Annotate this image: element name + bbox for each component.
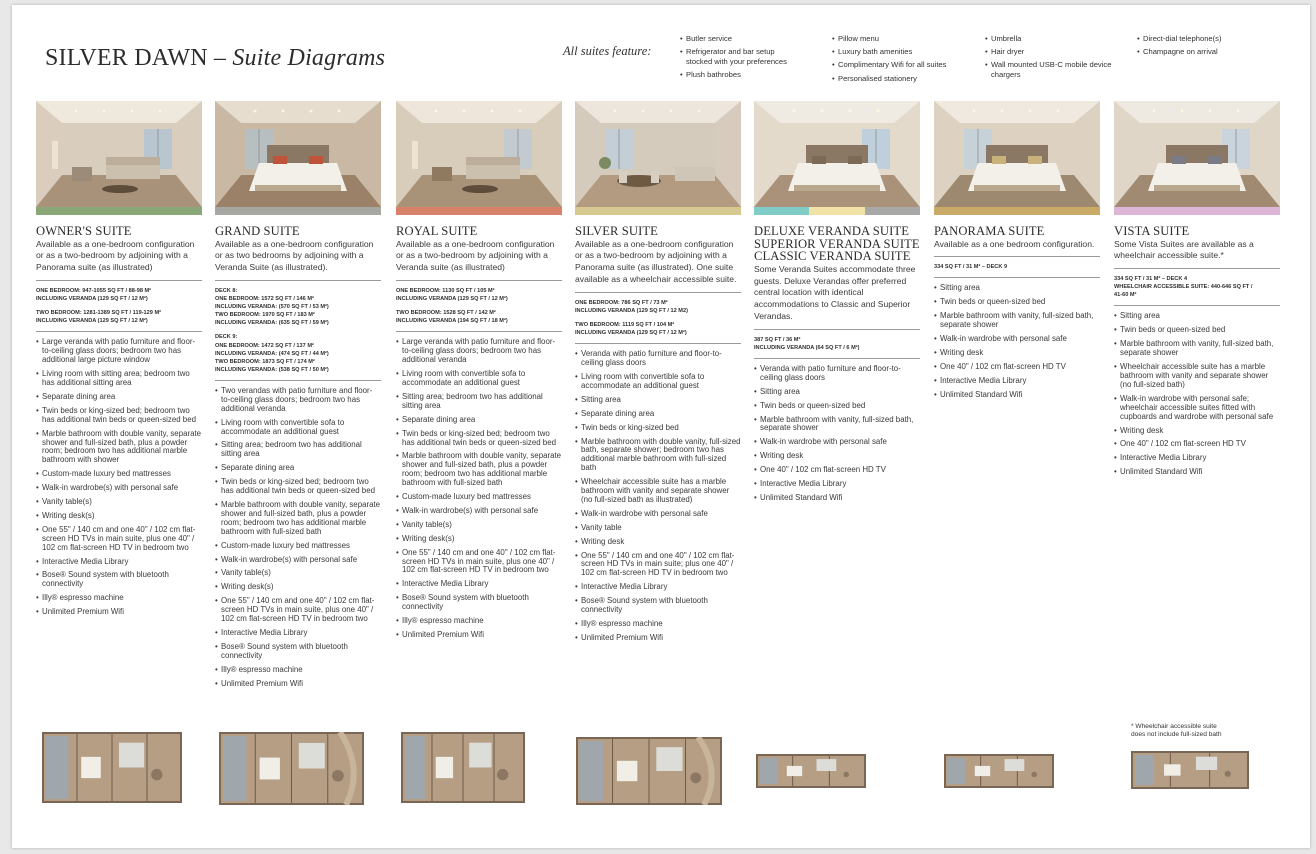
amenity-item: • Marble bathroom with vanity, full-sized bath, separate shower xyxy=(1114,340,1280,358)
amenity-item: • Unlimited Standard Wifi xyxy=(934,391,1100,400)
amenity-item: • Walk-in wardrobe(s) with personal safe xyxy=(215,556,381,565)
amenity-item: • Twin beds or queen-sized bed xyxy=(754,402,920,411)
spec-line: ONE BEDROOM: 1472 SQ FT / 137 M² xyxy=(215,342,314,349)
panorama-suite-photo xyxy=(934,101,1100,207)
amenity-item: • Wheelchair accessible suite has a marble bathroom with vanity and separate shower (no full-sized bath as illustrated) xyxy=(575,478,741,505)
spec-line: INCLUDING VERANDA (129 SQ FT / 12 M2) xyxy=(575,307,688,314)
amenity-item: • Writing desk(s) xyxy=(215,583,381,592)
amenity-item: • Separate dining area xyxy=(36,393,202,402)
category-color-strip xyxy=(396,207,562,215)
amenity-item: • Wheelchair accessible suite has a marble bathroom with vanity and separate shower (no full-sized bath) xyxy=(1114,363,1280,390)
divider xyxy=(396,280,562,281)
amenity-item: • Twin beds or king-sized bed; bedroom two has additional twin beds or queen-sized bed xyxy=(215,478,381,496)
amenity-item: • Writing desk xyxy=(1114,427,1280,436)
amenity-item: • Sitting area; bedroom two has additional sitting area xyxy=(215,441,381,459)
suite-description: Available as a one bedroom configuration. xyxy=(934,238,1095,249)
features-column-2 xyxy=(832,34,972,87)
amenity-item: • Marble bathroom with double vanity, separate shower and full-sized bath, plus a powder room; bedroom two has additional marble bathroom with full-sized bath xyxy=(396,452,562,488)
category-color-strip xyxy=(36,207,202,215)
divider xyxy=(1114,305,1280,306)
brochure-page xyxy=(12,5,1310,848)
amenities-list xyxy=(1114,312,1280,477)
royal-suite-column xyxy=(396,101,562,801)
amenities-list xyxy=(575,350,741,643)
amenity-item: • Living room with convertible sofa to accommodate an additional guest xyxy=(575,373,741,391)
suite-specs xyxy=(1114,275,1280,299)
page-title: SILVER DAWN – Suite Diagrams xyxy=(45,45,386,71)
amenity-item: • Vanity table(s) xyxy=(36,498,202,507)
suite-specs xyxy=(754,336,920,352)
amenity-item: • Sitting area xyxy=(934,284,1100,293)
features-column-1 xyxy=(680,34,798,83)
spec-line: TWO BEDROOM: 1528 SQ FT / 142 M² xyxy=(396,310,496,317)
amenity-item: • Custom-made luxury bed mattresses xyxy=(215,542,381,551)
amenity-item: • Marble bathroom with double vanity, full-sized bath, separate shower; bedroom two has additional marble bathroom with full-sized bath xyxy=(575,438,741,474)
amenity-item: • Vanity table xyxy=(575,524,741,533)
suite-description: Some Veranda Suites accommodate three guests. Deluxe Verandas offer preferred central location with identical accommodations to Classic and Superior Verandas. xyxy=(754,263,916,321)
amenity-item: • Unlimited Standard Wifi xyxy=(754,494,920,503)
panorama-suite-floor-plan xyxy=(944,754,1054,793)
spec-line: DECK 8: xyxy=(215,287,238,294)
silver-suite-column xyxy=(575,101,741,801)
spec-line: TWO BEDROOM: 1970 SQ FT / 183 M² xyxy=(215,312,315,319)
amenity-item: • One 55" / 140 cm and one 40" / 102 cm flat-screen HD TVs in main suite, plus one 40" / 102 cm flat-screen HD TV in bedroom two xyxy=(215,597,381,624)
amenity-item: • Large veranda with patio furniture and floor-to-ceiling glass doors; bedroom two has additional large picture window xyxy=(36,338,202,365)
amenity-item: • Walk-in wardrobe(s) with personal safe xyxy=(396,507,562,516)
vista-suite-photo xyxy=(1114,101,1280,207)
amenity-item: • Walk-in wardrobe with personal safe xyxy=(575,510,741,519)
divider xyxy=(934,277,1100,278)
amenity-item: • Two verandas with patio furniture and floor-to-ceiling glass doors; bedroom two has additional veranda xyxy=(215,387,381,414)
category-color-strip xyxy=(934,207,1100,215)
amenity-item: • Large veranda with patio furniture and floor-to-ceiling glass doors; bedroom two has additional veranda xyxy=(396,338,562,365)
spec-line: INCLUDING VERANDA (129 SQ FT / 12 M²) xyxy=(575,330,687,337)
feature-item: • Pillow menu xyxy=(832,34,972,44)
divider xyxy=(215,280,381,281)
spec-line: INCLUDING VERANDA (64 SQ FT / 6 M²) xyxy=(754,344,860,351)
spec-line: ONE BEDROOM: 1130 SQ FT / 105 M² xyxy=(396,287,495,294)
vista-suite-column xyxy=(1114,101,1280,801)
amenity-item: • Interactive Media Library xyxy=(1114,454,1280,463)
features-column-4 xyxy=(1137,34,1277,60)
amenity-item: • Bose® Sound system with bluetooth connectivity xyxy=(575,597,741,615)
amenity-item: • Writing desk xyxy=(934,349,1100,358)
amenities-list xyxy=(754,365,920,503)
spec-line: INCLUDING VERANDA (194 SQ FT / 18 M²) xyxy=(396,318,508,325)
suite-name: SILVER SUITE xyxy=(575,224,658,238)
suite-description: Available as a one-bedroom configuration or as a two-bedroom by adjoining with a Veranda suite (as illustrated) xyxy=(396,238,555,273)
vista-suite-floor-plan xyxy=(1131,751,1249,794)
amenity-item: • Walk-in wardrobe with personal safe; wheelchair accessible suites fitted with cupboards and wardrobe with personal safe xyxy=(1114,395,1280,422)
amenity-item: • Writing desk(s) xyxy=(396,535,562,544)
amenity-item: • Twin beds or king-sized bed xyxy=(575,424,741,433)
feature-item: • Personalised stationery xyxy=(832,74,972,84)
amenity-item: • Interactive Media Library xyxy=(575,583,741,592)
category-color-strip xyxy=(215,207,381,215)
amenity-item: • Walk-in wardrobe with personal safe xyxy=(754,438,920,447)
amenity-item: • Interactive Media Library xyxy=(934,377,1100,386)
owners-suite-column xyxy=(36,101,202,801)
grand-suite-photo xyxy=(215,101,381,207)
feature-item: • Butler service xyxy=(680,34,798,44)
divider xyxy=(396,331,562,332)
amenity-item: • One 55" / 140 cm and one 40" / 102 cm flat-screen HD TVs in main suite; plus one 40" / 102 cm flat-screen HD TV in bedroom two xyxy=(575,552,741,579)
suite-description: Some Vista Suites are available as a wheelchair accessible suite.* xyxy=(1114,238,1254,261)
amenity-item: • Living room with convertible sofa to accommodate an additional guest xyxy=(215,419,381,437)
divider xyxy=(575,292,741,293)
suite-name: GRAND SUITE xyxy=(215,224,300,238)
suite-description: Available as a one-bedroom configuration or as a two-bedroom by adjoining with a Panorama suite (as illustrated). One suite available as a wheelchair accessible suite. xyxy=(575,238,737,284)
amenity-item: • Unlimited Premium Wifi xyxy=(575,634,741,643)
feature-item: • Plush bathrobes xyxy=(680,70,798,80)
suite-specs xyxy=(396,287,562,325)
spec-line: 334 SQ FT / 31 M² – DECK 4 xyxy=(1114,276,1188,283)
amenity-item: • Marble bathroom with double vanity, separate shower and full-sized bath, plus a powder room; bedroom two has additional marble bathroom with full-sized bath xyxy=(215,501,381,537)
spec-line: TWO BEDROOM: 1119 SQ FT / 104 M² xyxy=(575,321,675,328)
divider xyxy=(575,343,741,344)
amenity-item: • Interactive Media Library xyxy=(36,558,202,567)
amenity-item: • Living room with convertible sofa to accommodate an additional guest xyxy=(396,370,562,388)
amenity-item: • One 40" / 102 cm flat-screen HD TV xyxy=(754,466,920,475)
panorama-suite-column xyxy=(934,101,1100,801)
feature-item: • Complimentary Wifi for all suites xyxy=(832,60,972,70)
divider xyxy=(934,256,1100,257)
suite-description: Available as a one-bedroom configuration or as two bedrooms by adjoining with a Veranda Suite (as illustrated). xyxy=(215,238,374,273)
category-color-strip xyxy=(754,207,920,215)
amenity-item: • Interactive Media Library xyxy=(754,480,920,489)
amenity-item: • Custom-made luxury bed mattresses xyxy=(36,470,202,479)
amenity-item: • Bose® Sound system with bluetooth connectivity xyxy=(36,571,202,589)
amenity-item: • Custom-made luxury bed mattresses xyxy=(396,493,562,502)
grand-suite-column xyxy=(215,101,381,801)
feature-item: • Champagne on arrival xyxy=(1137,47,1277,57)
suite-specs xyxy=(934,263,1100,271)
amenity-item: • Vanity table(s) xyxy=(215,569,381,578)
suite-specs xyxy=(575,299,741,337)
amenity-item: • Interactive Media Library xyxy=(396,580,562,589)
amenity-item: • Twin beds or queen-sized bed xyxy=(1114,326,1280,335)
divider xyxy=(36,331,202,332)
amenity-item: • Sitting area xyxy=(1114,312,1280,321)
amenity-item: • Bose® Sound system with bluetooth connectivity xyxy=(215,643,381,661)
amenities-list xyxy=(934,284,1100,399)
feature-item: • Luxury bath amenities xyxy=(832,47,972,57)
features-label: All suites feature: xyxy=(563,44,652,58)
amenity-item: • Veranda with patio furniture and floor-to-ceiling glass doors xyxy=(575,350,741,368)
amenity-item: • Separate dining area xyxy=(575,410,741,419)
suite-description: Available as a one-bedroom configuration or as a two-bedroom by adjoining with a Panorama suite (as illustrated) xyxy=(36,238,195,273)
divider xyxy=(36,280,202,281)
amenity-item: • Bose® Sound system with bluetooth connectivity xyxy=(396,594,562,612)
amenity-item: • One 40" / 102 cm flat-screen HD TV xyxy=(934,363,1100,372)
amenity-item: • Unlimited Premium Wifi xyxy=(215,680,381,689)
amenities-list xyxy=(396,338,562,640)
feature-item: • Hair dryer xyxy=(985,47,1125,57)
spec-line: DECK 9: xyxy=(215,334,238,341)
suite-name: PANORAMA SUITE xyxy=(934,224,1045,238)
grand-suite-floor-plan xyxy=(219,732,364,810)
amenity-item: • Walk-in wardrobe(s) with personal safe xyxy=(36,484,202,493)
divider xyxy=(754,358,920,359)
spec-line: 334 SQ FT / 31 M² – DECK 9 xyxy=(934,264,1008,271)
royal-suite-photo xyxy=(396,101,562,207)
owners-suite-photo xyxy=(36,101,202,207)
spec-line: ONE BEDROOM: 947-1055 SQ FT / 88-98 M² xyxy=(36,287,152,294)
amenity-item: • Twin beds or queen-sized bed xyxy=(934,298,1100,307)
spec-line: TWO BEDROOM: 1873 SQ FT / 174 M² xyxy=(215,358,315,365)
amenity-item: • Marble bathroom with vanity, full-sized bath, separate shower xyxy=(754,416,920,434)
spec-line: INCLUDING VERANDA (129 SQ FT / 12 M²) xyxy=(396,296,508,303)
amenity-item: • Marble bathroom with double vanity, separate shower and full-sized bath, plus a powder room; bedroom two has additional marble bathroom with shower xyxy=(36,430,202,466)
amenity-item: • Illy® espresso machine xyxy=(575,620,741,629)
silver-suite-floor-plan xyxy=(576,737,722,810)
amenity-item: • Vanity table(s) xyxy=(396,521,562,530)
divider xyxy=(754,329,920,330)
suite-name: ROYAL SUITE xyxy=(396,224,478,238)
suite-specs xyxy=(215,287,381,374)
category-color-strip xyxy=(1114,207,1280,215)
spec-line: INCLUDING VERANDA (129 SQ FT / 12 M²) xyxy=(36,318,148,325)
features-column-3 xyxy=(985,34,1125,83)
amenity-item: • Veranda with patio furniture and floor-to-ceiling glass doors xyxy=(754,365,920,383)
amenity-item: • Unlimited Standard Wifi xyxy=(1114,468,1280,477)
amenity-item: • Writing desk xyxy=(575,538,741,547)
amenity-item: • Illy® espresso machine xyxy=(396,617,562,626)
amenities-list xyxy=(215,387,381,689)
spec-line: 387 SQ FT / 36 M² xyxy=(754,336,801,343)
amenities-list xyxy=(36,338,202,617)
amenity-item: • Sitting area xyxy=(575,396,741,405)
owners-suite-floor-plan xyxy=(42,732,182,808)
amenity-item: • One 55" / 140 cm and one 40" / 102 cm flat-screen HD TVs in main suite, plus one 40" / 102 cm flat-screen HD TV in bedroom two xyxy=(36,526,202,553)
feature-item: • Direct-dial telephone(s) xyxy=(1137,34,1277,44)
amenity-item: • Illy® espresso machine xyxy=(215,666,381,675)
amenity-item: • Interactive Media Library xyxy=(215,629,381,638)
spec-line: TWO BEDROOM: 1281-1389 SQ FT / 119-129 M² xyxy=(36,310,161,317)
spec-line: INCLUDING VERANDA (129 SQ FT / 12 M²) xyxy=(36,296,148,303)
silver-suite-photo xyxy=(575,101,741,207)
spec-line: 41-60 M² xyxy=(1114,292,1137,299)
feature-item: • Wall mounted USB-C mobile device chargers xyxy=(985,60,1125,79)
veranda-suites-photo xyxy=(754,101,920,207)
spec-line: INCLUDING VERANDA: (570 SQ FT / 53 M²) xyxy=(215,304,329,311)
suite-specs xyxy=(36,287,202,325)
feature-item: • Umbrella xyxy=(985,34,1125,44)
amenity-item: • Separate dining area xyxy=(396,416,562,425)
amenity-item: • Unlimited Premium Wifi xyxy=(396,631,562,640)
amenity-item: • Twin beds or king-sized bed; bedroom two has additional twin beds or queen-sized bed xyxy=(36,407,202,425)
wheelchair-footnote: * Wheelchair accessible suite does not include full-sized bath xyxy=(1131,723,1222,738)
amenity-item: • Writing desk xyxy=(754,452,920,461)
suite-name: DELUXE VERANDA SUITE SUPERIOR VERANDA SUITE CLASSIC VERANDA SUITE xyxy=(754,224,920,264)
amenity-item: • Living room with sitting area; bedroom two has additional sitting area xyxy=(36,370,202,388)
spec-line: WHEELCHAIR ACCESSIBLE SUITE: 440-646 SQ FT / xyxy=(1114,284,1253,291)
amenity-item: • Writing desk(s) xyxy=(36,512,202,521)
amenity-item: • One 55" / 140 cm and one 40" / 102 cm flat-screen HD TVs in main suite, plus one 40" / 102 cm flat-screen HD TV in bedroom two xyxy=(396,549,562,576)
suite-name: VISTA SUITE xyxy=(1114,224,1190,238)
amenity-item: • Sitting area xyxy=(754,388,920,397)
veranda-suites-floor-plan xyxy=(756,754,866,793)
amenity-item: • Sitting area; bedroom two has additional sitting area xyxy=(396,393,562,411)
amenity-item: • Separate dining area xyxy=(215,464,381,473)
amenity-item: • Walk-in wardrobe with personal safe xyxy=(934,335,1100,344)
spec-line: ONE BEDROOM: 786 SQ FT / 73 M² xyxy=(575,299,668,306)
spec-line: ONE BEDROOM: 1572 SQ FT / 146 M² xyxy=(215,296,314,303)
amenity-item: • Marble bathroom with vanity, full-sized bath, separate shower xyxy=(934,312,1100,330)
amenity-item: • Twin beds or king-sized bed; bedroom two has additional twin beds or queen-sized bed xyxy=(396,430,562,448)
amenity-item: • One 40" / 102 cm flat-screen HD TV xyxy=(1114,440,1280,449)
amenity-item: • Unlimited Premium Wifi xyxy=(36,608,202,617)
amenity-item: • Illy® espresso machine xyxy=(36,594,202,603)
divider xyxy=(215,380,381,381)
feature-item: • Refrigerator and bar setup stocked with your preferences xyxy=(680,47,798,66)
veranda-suites-column xyxy=(754,101,920,801)
category-color-strip xyxy=(575,207,741,215)
divider xyxy=(1114,268,1280,269)
spec-line: INCLUDING VERANDA: (538 SQ FT / 50 M²) xyxy=(215,366,329,373)
spec-line: INCLUDING VERANDA: (474 SQ FT / 44 M²) xyxy=(215,350,329,357)
royal-suite-floor-plan xyxy=(401,732,525,808)
suite-name: OWNER'S SUITE xyxy=(36,224,132,238)
spec-line: INCLUDING VERANDA: (635 SQ FT / 59 M²) xyxy=(215,320,329,327)
